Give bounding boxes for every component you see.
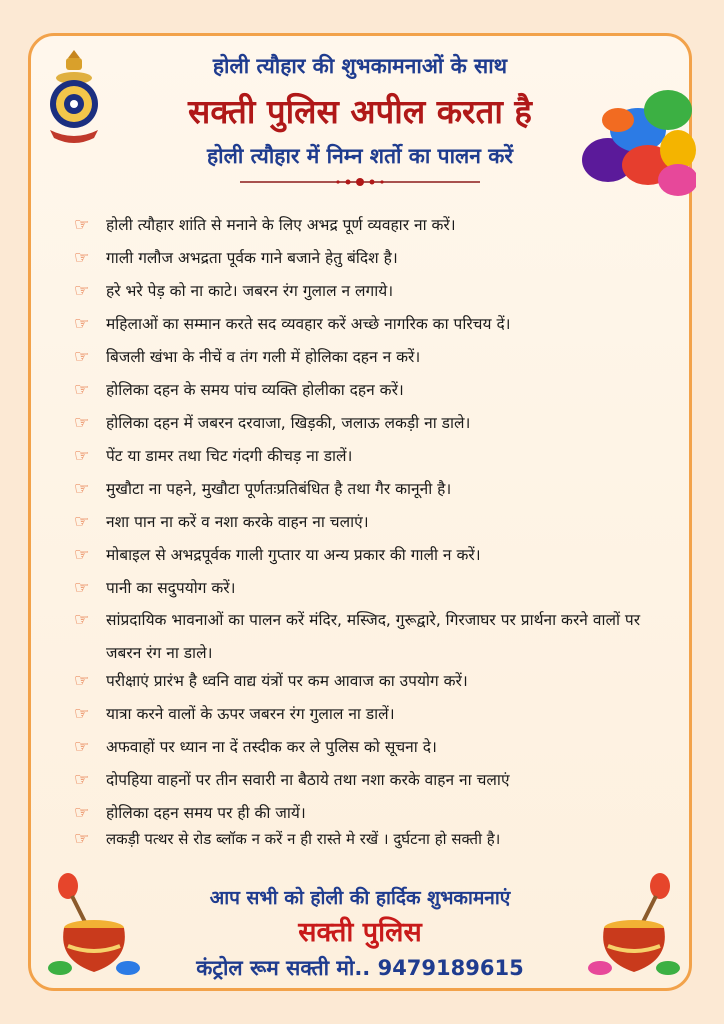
pointing-hand-icon: ☞ <box>74 215 90 235</box>
pointing-hand-icon: ☞ <box>74 479 90 499</box>
page-title: सक्ती पुलिस अपील करता है <box>188 92 532 131</box>
list-item: ☞ दोपहिया वाहनों पर तीन सवारी ना बैठाये तथा नशा करके वाहन ना चलाएं <box>74 770 510 790</box>
ornament-divider <box>240 175 480 189</box>
pointing-hand-icon: ☞ <box>74 413 90 433</box>
list-item: ☞ हरे भरे पेड़ को ना काटे। जबरन रंग गुलाल न लगाये। <box>74 281 394 301</box>
pointing-hand-icon: ☞ <box>74 347 90 367</box>
list-item: ☞ होली त्यौहार शांति से मनाने के लिए अभद्र पूर्ण व्यवहार ना करें। <box>74 215 456 235</box>
pointing-hand-icon: ☞ <box>74 380 90 400</box>
pointing-hand-icon: ☞ <box>74 446 90 466</box>
list-item: ☞ होलिका दहन में जबरन दरवाजा, खिड़की, जलाऊ लकड़ी ना डाले। <box>74 413 471 433</box>
list-item: ☞ होलिका दहन समय पर ही की जायें। <box>74 803 306 823</box>
pointing-hand-icon: ☞ <box>74 610 90 630</box>
list-item: ☞ मुखौटा ना पहने, मुखौटा पूर्णतःप्रतिबंधित है तथा गैर कानूनी है। <box>74 479 452 499</box>
pointing-hand-icon: ☞ <box>74 578 90 598</box>
list-item: ☞ गाली गलौज अभद्रता पूर्वक गाने बजाने हेतु बंदिश है। <box>74 248 398 268</box>
footer-contact: कंट्रोल रूम सक्ती मो.. 9479189615 <box>196 956 524 980</box>
appeal-list <box>74 214 664 861</box>
list-item: ☞ नशा पान ना करें व नशा करके वाहन ना चलाएं। <box>74 512 369 532</box>
footer-greeting: आप सभी को होली की हार्दिक शुभकामनाएं <box>209 887 511 909</box>
pointing-hand-icon: ☞ <box>74 512 90 532</box>
list-item: ☞ लकड़ी पत्थर से रोड ब्लॉक न करें न ही रास्ते मे रखें । दुर्घटना हो सक्ती है। <box>74 829 501 849</box>
pointing-hand-icon: ☞ <box>74 314 90 334</box>
list-item: ☞ पेंट या डामर तथा चिट गंदगी कीचड़ ना डालें। <box>74 446 353 466</box>
pointing-hand-icon: ☞ <box>74 671 90 691</box>
pointing-hand-icon: ☞ <box>74 770 90 790</box>
holi-pot-icon <box>588 868 680 978</box>
pointing-hand-icon: ☞ <box>74 737 90 757</box>
list-item: ☞ यात्रा करने वालों के ऊपर जबरन रंग गुलाल ना डालें। <box>74 704 395 724</box>
pointing-hand-icon: ☞ <box>74 281 90 301</box>
pointing-hand-icon: ☞ <box>74 248 90 268</box>
holi-pot-icon <box>48 868 140 978</box>
header-line-3: होली त्यौहार में निम्न शर्तो का पालन करें <box>207 144 513 168</box>
footer-org: सक्ती पुलिस <box>298 917 422 948</box>
list-item: ☞ सांप्रदायिक भावनाओं का पालन करें मंदिर, मस्जिद, गुरूद्वारे, गिरजाघर पर प्रार्थना करने वालों पर जबरन रंग ना डाले। <box>74 604 664 670</box>
pointing-hand-icon: ☞ <box>74 829 90 849</box>
pointing-hand-icon: ☞ <box>74 545 90 565</box>
pointing-hand-icon: ☞ <box>74 803 90 823</box>
police-emblem-icon <box>44 48 104 146</box>
list-item: ☞ अफवाहों पर ध्यान ना दें तस्दीक कर ले पुलिस को सूचना दे। <box>74 737 437 757</box>
list-item: ☞ मोबाइल से अभद्रपूर्वक गाली गुप्तार या अन्य प्रकार की गाली न करें। <box>74 545 481 565</box>
list-item: ☞ परीक्षाएं प्रारंभ है ध्वनि वाद्य यंत्रों पर कम आवाज का उपयोग करें। <box>74 671 468 691</box>
header-line-1: होली त्यौहार की शुभकामनाओं के साथ <box>212 54 508 78</box>
list-item: ☞ महिलाओं का सम्मान करते सद व्यवहार करें अच्छे नागरिक का परिचय दें। <box>74 314 511 334</box>
list-item: ☞ होलिका दहन के समय पांच व्यक्ति होलीका दहन करें। <box>74 380 404 400</box>
list-item: ☞ पानी का सदुपयोग करें। <box>74 578 236 598</box>
pointing-hand-icon: ☞ <box>74 704 90 724</box>
list-item: ☞ बिजली खंभा के नीचें व तंग गली में होलिका दहन न करें। <box>74 347 421 367</box>
